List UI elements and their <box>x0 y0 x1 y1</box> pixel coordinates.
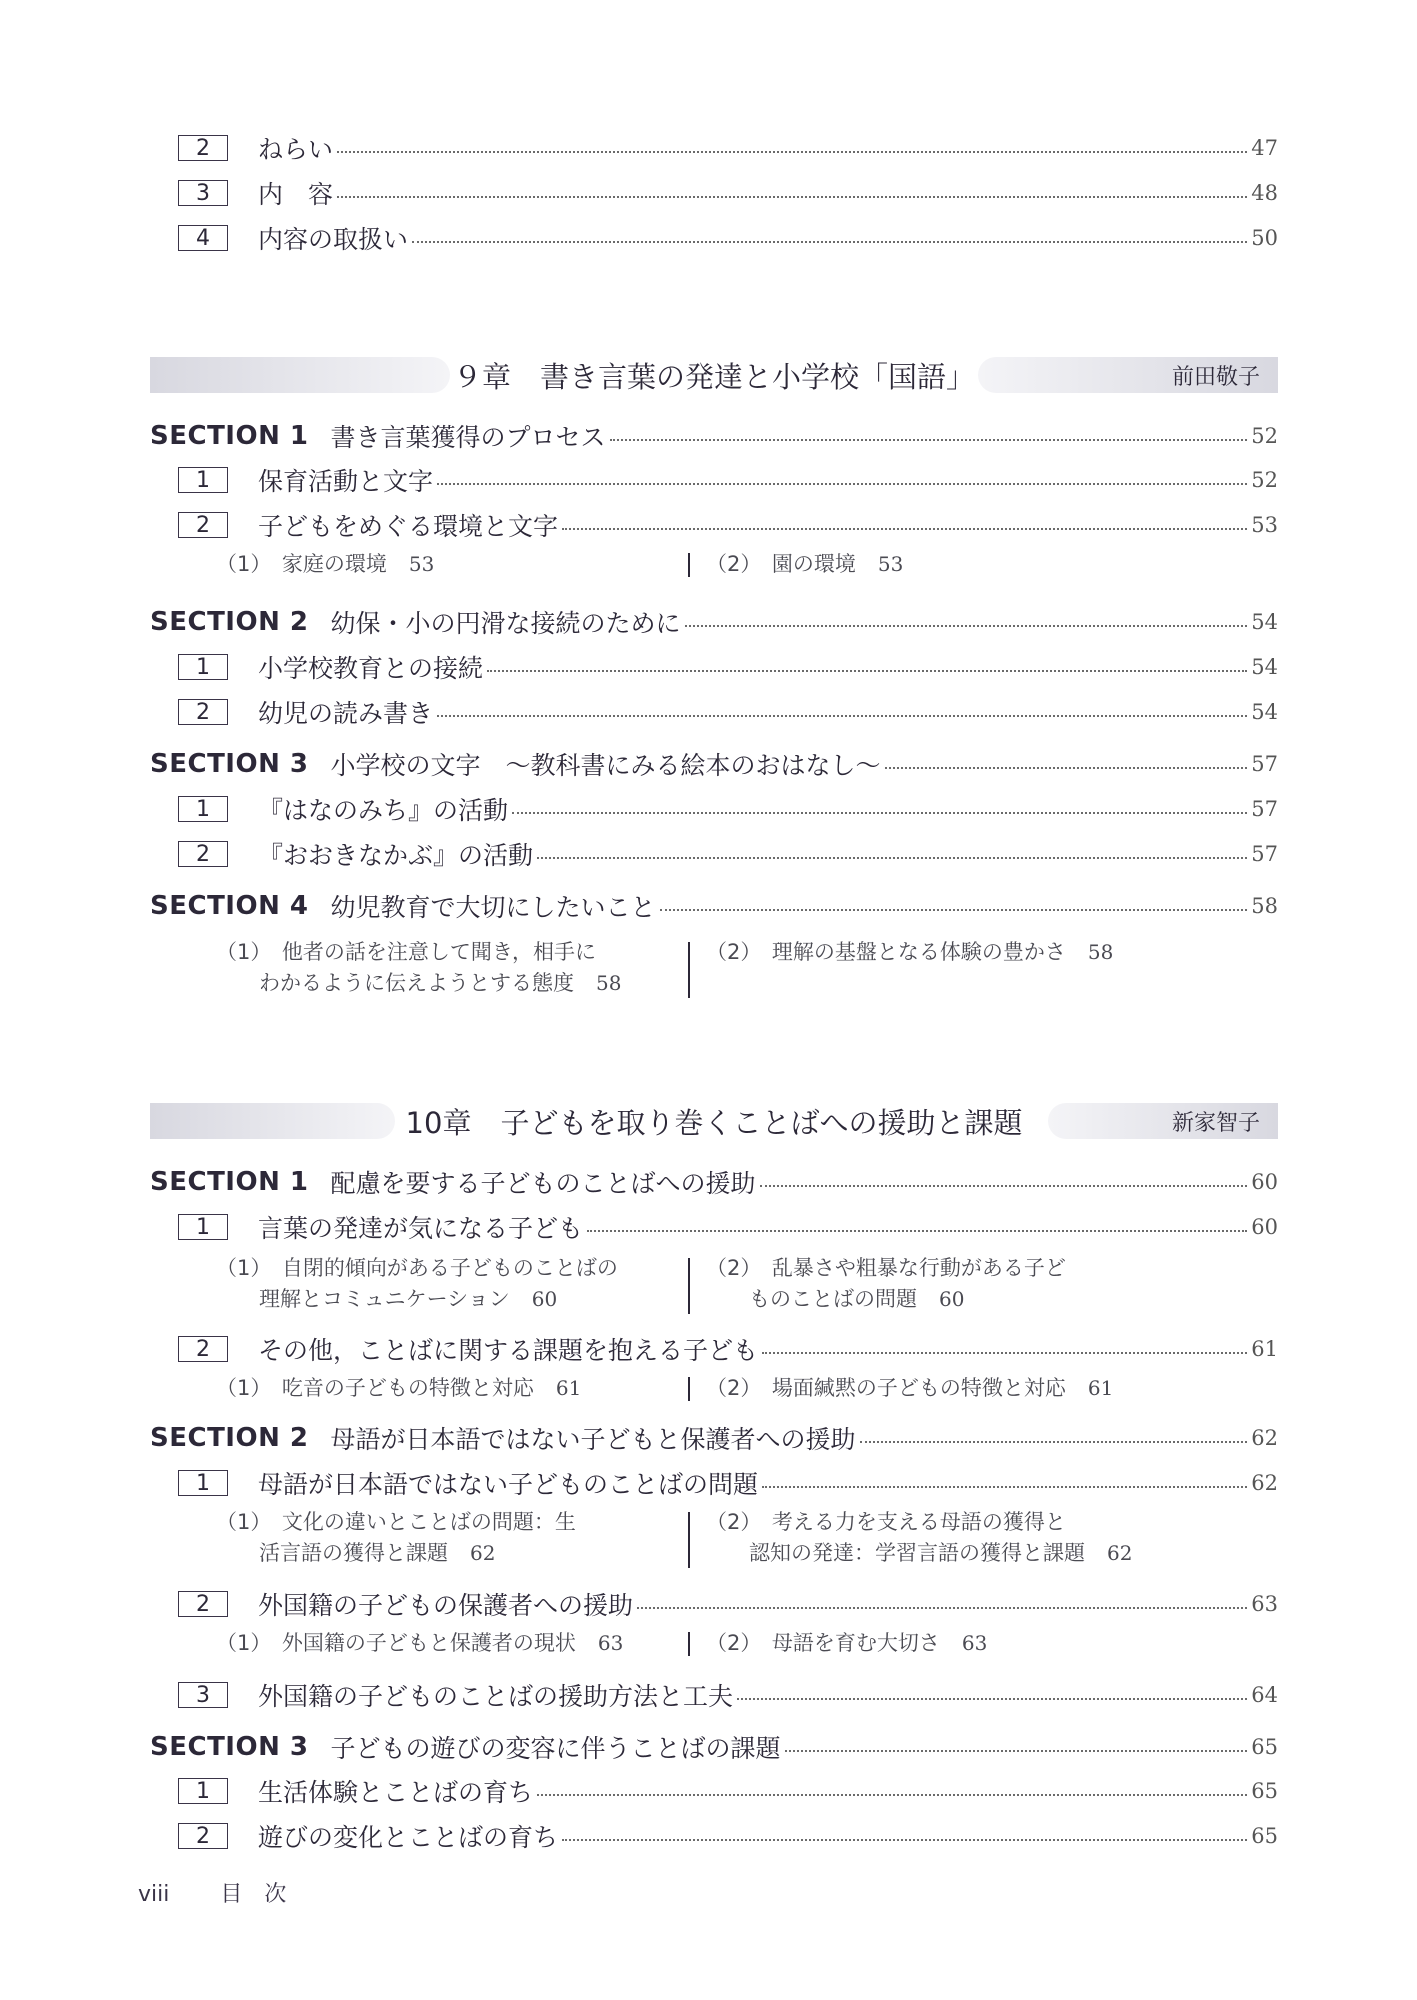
subitem[interactable] <box>216 937 621 999</box>
section-title: 母語が日本語ではない子どもと保護者への援助 <box>330 1425 856 1454</box>
section-heading[interactable] <box>150 1420 1278 1456</box>
subitem-text: （1） 外国籍の子どもと保護者の現状 <box>216 1631 576 1655</box>
subitem[interactable] <box>216 1507 576 1569</box>
subitem[interactable] <box>706 549 903 580</box>
dot-leader <box>760 1185 1248 1187</box>
item-page: 57 <box>1251 797 1278 821</box>
section-heading[interactable] <box>150 746 1278 782</box>
section-page: 60 <box>1251 1170 1278 1194</box>
page-number: viii <box>138 1882 170 1907</box>
toc-item[interactable] <box>150 1209 1278 1245</box>
toc-item[interactable] <box>150 1465 1278 1501</box>
chapter-9-header <box>150 357 1278 393</box>
column-divider <box>688 1632 690 1656</box>
dot-leader <box>785 1750 1248 1752</box>
dot-leader <box>637 1607 1247 1609</box>
subitem-text-cont: 理解とコミュニケーション <box>259 1287 510 1311</box>
item-title: 小学校教育との接続 <box>258 654 484 683</box>
column-divider <box>688 942 690 998</box>
toc-item[interactable] <box>150 1586 1278 1622</box>
section-page: 62 <box>1251 1426 1278 1450</box>
item-page: 60 <box>1251 1215 1278 1239</box>
item-page: 63 <box>1251 1592 1278 1616</box>
toc-item[interactable] <box>150 836 1278 872</box>
subitem-page: 60 <box>531 1287 558 1311</box>
section-label: SECTION 2 <box>150 1423 309 1453</box>
subitem-text: （2） 理解の基盤となる体験の豊かさ <box>706 940 1066 964</box>
subitem-page: 61 <box>1087 1376 1114 1400</box>
section-page: 52 <box>1251 424 1278 448</box>
subitem-text: （2） 母語を育む大切さ <box>706 1631 940 1655</box>
page-footer <box>138 1877 286 1908</box>
section-title: 配慮を要する子どものことばへの援助 <box>330 1169 756 1198</box>
dot-leader <box>412 241 1247 243</box>
subitem-page: 61 <box>555 1376 582 1400</box>
dot-leader <box>587 1230 1247 1232</box>
dot-leader <box>660 909 1248 911</box>
dot-leader <box>685 625 1248 627</box>
section-heading[interactable] <box>150 1729 1278 1765</box>
toc-item[interactable] <box>150 1331 1278 1367</box>
subitem-text: （1） 家庭の環境 <box>216 552 387 576</box>
chapter-10-header <box>150 1103 1278 1139</box>
item-title: 『はなのみち』の活動 <box>258 796 509 825</box>
column-divider <box>688 1377 690 1401</box>
subitem[interactable] <box>216 1253 618 1315</box>
section-page: 57 <box>1251 752 1278 776</box>
chapter-author: 新家智子 <box>1171 1110 1260 1136</box>
section-heading[interactable] <box>150 888 1278 924</box>
chapter-title: 10章 子どもを取り巻くことばへの援助と課題 <box>405 1105 1023 1140</box>
chapter-title: ９章 書き言葉の発達と小学校「国語」 <box>452 359 975 394</box>
subitem-text: （1） 吃音の子どもの特徴と対応 <box>216 1376 534 1400</box>
dot-leader <box>860 1441 1248 1443</box>
subitem-text: （2） 考える力を支える母語の獲得と <box>706 1510 1066 1534</box>
section-label: SECTION 2 <box>150 607 309 637</box>
dot-leader <box>562 1839 1247 1841</box>
subitem-page: 62 <box>470 1541 496 1565</box>
item-number: 1 <box>178 654 228 680</box>
item-title: その他，ことばに関する課題を抱える子ども <box>258 1336 759 1365</box>
subitem-text: （2） 乱暴さや粗暴な行動がある子ど <box>706 1256 1066 1280</box>
toc-item[interactable] <box>150 1773 1278 1809</box>
subitem-text: （2） 場面緘黙の子どもの特徴と対応 <box>706 1376 1066 1400</box>
dot-leader <box>537 857 1247 859</box>
subitem[interactable] <box>216 1373 581 1404</box>
item-number: 2 <box>178 1823 228 1849</box>
footer-label: 目 次 <box>220 1882 287 1907</box>
section-heading[interactable] <box>150 1164 1278 1200</box>
subitem[interactable] <box>216 1628 623 1659</box>
item-number: 2 <box>178 1591 228 1617</box>
item-title: 内容の取扱い <box>258 225 409 254</box>
item-title: 外国籍の子どもの保護者への援助 <box>258 1591 634 1620</box>
item-page: 52 <box>1251 468 1278 492</box>
subitem[interactable] <box>706 1628 987 1659</box>
item-title: 内 容 <box>258 180 334 209</box>
column-divider <box>688 553 690 577</box>
column-divider <box>688 1512 690 1568</box>
toc-item[interactable] <box>150 1818 1278 1854</box>
item-title: 幼児の読み書き <box>258 699 434 728</box>
dot-leader <box>762 1486 1247 1488</box>
item-page: 54 <box>1251 700 1278 724</box>
item-page: 61 <box>1251 1337 1278 1361</box>
section-page: 65 <box>1251 1735 1278 1759</box>
item-number: 2 <box>178 841 228 867</box>
item-number: 2 <box>178 512 228 538</box>
chapter-author: 前田敬子 <box>1171 364 1260 390</box>
toc-item[interactable] <box>150 694 1278 730</box>
item-page: 57 <box>1251 842 1278 866</box>
item-page: 65 <box>1251 1779 1278 1803</box>
column-divider <box>688 1258 690 1314</box>
item-page: 62 <box>1251 1471 1278 1495</box>
dot-leader <box>762 1352 1247 1354</box>
dot-leader <box>337 151 1247 153</box>
subitem-text-cont: 認知の発達：学習言語の獲得と課題 <box>749 1541 1085 1565</box>
subitem[interactable] <box>706 937 1113 968</box>
subitem-text-cont: ものことばの問題 <box>749 1287 917 1311</box>
item-number: 1 <box>178 467 228 493</box>
section-title: 書き言葉獲得のプロセス <box>330 423 606 452</box>
dot-leader <box>337 196 1247 198</box>
section-label: SECTION 3 <box>150 749 309 779</box>
toc-item[interactable] <box>150 1677 1278 1713</box>
section-page: 58 <box>1251 894 1278 918</box>
dot-leader <box>437 715 1247 717</box>
toc-item[interactable] <box>150 462 1278 498</box>
item-number: 2 <box>178 699 228 725</box>
dot-leader <box>537 1794 1247 1796</box>
section-label: SECTION 3 <box>150 1732 309 1762</box>
dot-leader <box>610 439 1248 441</box>
dot-leader <box>737 1698 1247 1700</box>
subitem[interactable] <box>706 1507 1132 1569</box>
item-title: 外国籍の子どものことばの援助方法と工夫 <box>258 1682 734 1711</box>
section-title: 子どもの遊びの変容に伴うことばの課題 <box>330 1734 781 1763</box>
item-title: ねらい <box>258 135 334 164</box>
subitem-page: 58 <box>1087 940 1114 964</box>
subitem-text: （1） 文化の違いとことばの問題：生 <box>216 1510 576 1534</box>
item-number: 1 <box>178 1778 228 1804</box>
item-title: 母語が日本語ではない子どものことばの問題 <box>258 1470 759 1499</box>
section-label: SECTION 4 <box>150 891 309 921</box>
subitem-page: 63 <box>597 1631 624 1655</box>
section-heading[interactable] <box>150 604 1278 640</box>
item-page: 47 <box>1251 136 1278 160</box>
item-title: 保育活動と文字 <box>258 467 434 496</box>
section-label: SECTION 1 <box>150 421 309 451</box>
toc-item[interactable] <box>150 649 1278 685</box>
dot-leader <box>487 670 1247 672</box>
section-title: 幼児教育で大切にしたいこと <box>330 893 656 922</box>
item-page: 53 <box>1251 513 1278 537</box>
subitem-page: 53 <box>877 552 904 576</box>
item-number: 3 <box>178 180 228 206</box>
subitem-text: （2） 園の環境 <box>706 552 856 576</box>
section-page: 54 <box>1251 610 1278 634</box>
item-page: 54 <box>1251 655 1278 679</box>
item-title: 『おおきなかぶ』の活動 <box>258 841 534 870</box>
subitem-text: （1） 他者の話を注意して聞き，相手に <box>216 940 597 964</box>
subitem-text-cont: 活言語の獲得と課題 <box>259 1541 448 1565</box>
item-number: 2 <box>178 1336 228 1362</box>
dot-leader <box>437 483 1247 485</box>
subitem-page: 53 <box>408 552 435 576</box>
toc-item[interactable] <box>150 507 1278 543</box>
subitem-text-cont: わかるように伝えようとする態度 <box>259 971 574 995</box>
toc-item[interactable] <box>150 220 1278 256</box>
toc-item[interactable] <box>150 130 1278 166</box>
dot-leader <box>562 528 1247 530</box>
toc-item[interactable] <box>150 791 1278 827</box>
item-number: 1 <box>178 796 228 822</box>
section-heading[interactable] <box>150 418 1278 454</box>
item-page: 64 <box>1251 1683 1278 1707</box>
item-number: 1 <box>178 1214 228 1240</box>
item-title: 言葉の発達が気になる子ども <box>258 1214 584 1243</box>
subitem-page: 60 <box>939 1287 965 1311</box>
subitem-text: （1） 自閉的傾向がある子どものことばの <box>216 1256 618 1280</box>
section-title: 小学校の文字 ～教科書にみる絵本のおはなし～ <box>330 751 881 780</box>
subitem-page: 62 <box>1107 1541 1133 1565</box>
item-number: 1 <box>178 1470 228 1496</box>
toc-item[interactable] <box>150 175 1278 211</box>
item-number: 2 <box>178 135 228 161</box>
item-title: 遊びの変化とことばの育ち <box>258 1823 559 1852</box>
item-page: 50 <box>1251 226 1278 250</box>
subitem-page: 63 <box>961 1631 988 1655</box>
subitem[interactable] <box>706 1373 1113 1404</box>
section-title: 幼保・小の円滑な接続のために <box>330 609 681 638</box>
subitem-page: 58 <box>596 971 622 995</box>
item-number: 3 <box>178 1682 228 1708</box>
item-title: 子どもをめぐる環境と文字 <box>258 512 559 541</box>
item-page: 65 <box>1251 1824 1278 1848</box>
section-label: SECTION 1 <box>150 1167 309 1197</box>
item-title: 生活体験とことばの育ち <box>258 1778 534 1807</box>
dot-leader <box>512 812 1247 814</box>
subitem[interactable] <box>216 549 434 580</box>
item-page: 48 <box>1251 181 1278 205</box>
subitem[interactable] <box>706 1253 1066 1315</box>
dot-leader <box>885 767 1248 769</box>
item-number: 4 <box>178 225 228 251</box>
